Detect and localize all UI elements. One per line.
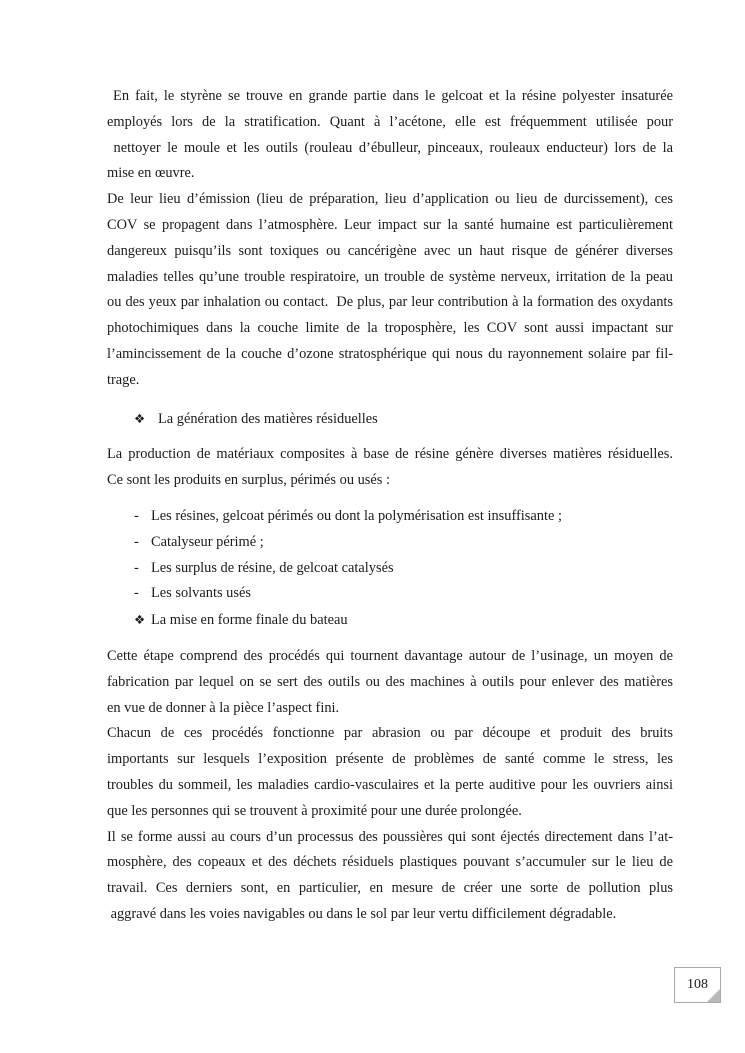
text-line: importants sur lesquels l’exposition présente de problèmes de santé comme le stress, les — [107, 751, 673, 768]
text-line: Ce sont les produits en surplus, périmés ou usés : — [107, 472, 390, 489]
list-item — [134, 581, 673, 607]
list-item — [134, 556, 673, 582]
dash-bullet-icon: - — [134, 585, 139, 602]
dash-bullet-icon: - — [134, 533, 139, 550]
text-line: Chacun de ces procédés fonctionne par abrasion ou par découpe et produit des bruits — [107, 725, 673, 742]
diamond-bullet-icon: ❖ — [134, 410, 146, 426]
text-line: employés lors de la stratification. Quant à l’acétone, elle est fréquemment utilisée pour — [107, 113, 673, 130]
text-line: Il se forme aussi au cours d’un processus des poussières qui sont éjectés directement dans l’at- — [107, 828, 673, 845]
text-line: que les personnes qui se trouvent à proximité pour une durée prolongée. — [107, 802, 522, 819]
paragraph — [107, 721, 673, 824]
text-line: l’amincissement de la couche d’ozone stratosphérique qui nous du rayonnement solaire par fil- — [107, 345, 673, 362]
list-item-label: Les surplus de résine, de gelcoat catalysés — [151, 559, 394, 576]
text-line: nettoyer le moule et les outils (rouleau d’ébulleur, pinceaux, rouleaux enducteur) lors de la — [107, 139, 673, 156]
list-item — [134, 530, 673, 556]
text-line: trage. — [107, 371, 140, 388]
paragraph — [107, 825, 673, 928]
diamond-bullet-icon: ❖ — [134, 612, 146, 628]
bullet-list — [107, 504, 673, 634]
paragraph — [107, 84, 673, 187]
dash-bullet-icon: - — [134, 559, 139, 576]
text-line: Cette étape comprend des procédés qui tournent davantage autour de l’usinage, un moyen de — [107, 647, 673, 664]
list-item — [134, 504, 673, 530]
text-line: mosphère, des copeaux et des déchets résiduels plastiques pouvant s’accumuler sur le lieu de — [107, 854, 673, 871]
paragraph — [107, 187, 673, 393]
text-line: mise en œuvre. — [107, 165, 195, 182]
list-item — [134, 607, 673, 634]
text-line: troubles du sommeil, les maladies cardio-vasculaires et la perte auditive pour les ouvriers ainsi — [107, 776, 673, 793]
text-line: travail. Ces derniers sont, en particulier, en mesure de créer une sorte de pollution plus — [107, 880, 673, 897]
list-item-label: Catalyseur périmé ; — [151, 533, 264, 550]
text-line: en vue de donner à la pièce l’aspect fini. — [107, 699, 340, 716]
list-item-label: La mise en forme finale du bateau — [151, 612, 348, 629]
text-line: COV se propagent dans l’atmosphère. Leur impact sur la santé humaine est particulièrement — [107, 216, 673, 233]
paragraph — [107, 644, 673, 721]
dash-bullet-icon: - — [134, 507, 139, 524]
text-line: aggravé dans les voies navigables ou dans le sol par leur vertu difficilement dégradable. — [107, 905, 617, 922]
text-line: En fait, le styrène se trouve en grande partie dans le gelcoat et la résine polyester insaturée — [107, 88, 673, 104]
text-line: La production de matériaux composites à base de résine génère diverses matières résiduelles. — [107, 446, 673, 463]
text-line: ou des yeux par inhalation ou contact. De plus, par leur contribution à la formation des oxydants — [107, 294, 673, 311]
text-line: photochimiques dans la couche limite de la troposphère, les COV sont aussi impactant sur — [107, 320, 673, 337]
page-number-box — [674, 967, 721, 1003]
folded-corner-icon — [707, 989, 720, 1002]
text-line: maladies telles qu’une trouble respiratoire, un trouble de système nerveux, irritation de la peau — [107, 268, 673, 285]
paragraph — [107, 442, 673, 494]
document-body — [107, 84, 673, 928]
text-line: De leur lieu d’émission (lieu de préparation, lieu d’application ou lieu de durcissement), ces — [107, 191, 673, 208]
list-item-label: Les solvants usés — [151, 585, 251, 602]
text-line: fabrication par lequel on se sert des outils ou des machines à outils pour enlever des matières — [107, 673, 673, 690]
list-item-label: Les résines, gelcoat périmés ou dont la polymérisation est insuffisante ; — [151, 507, 562, 524]
section-heading — [107, 406, 673, 433]
text-line: dangereux puisqu’ils sont toxiques ou cancérigène avec un haut risque de générer diverses — [107, 242, 673, 259]
section-heading-label: La génération des matières résiduelles — [158, 410, 378, 427]
page-number: 108 — [687, 977, 708, 992]
